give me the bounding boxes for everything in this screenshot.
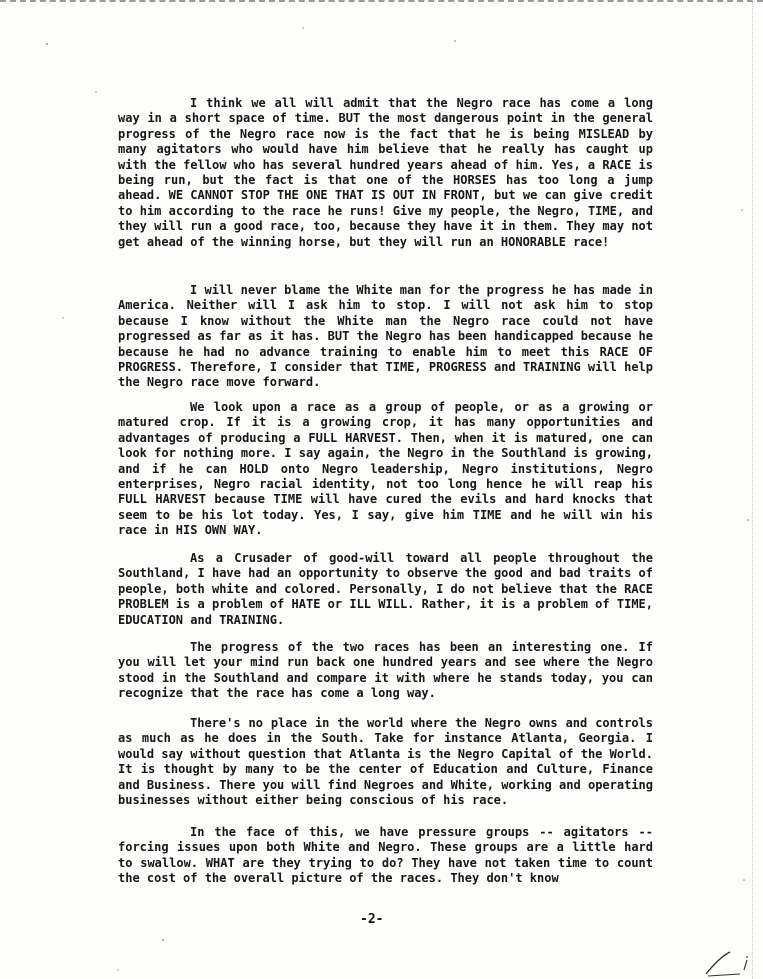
handwritten-mark — [700, 940, 760, 979]
page-number: -2- — [360, 912, 384, 927]
paragraph-1: I think we all will admit that the Negro race has come a long way in a short space of time. BUT the most dangerous point in the general progress of the Negro race now is the fact that he is being MISLEAD by many agitators who would have him believe that he really has caught up with the fellow who has several hundred years ahead of him. Yes, a RACE is being run, but the fact is that one of the HORSES has too long a jump ahead. WE CANNOT STOP THE ONE THAT IS OUT IN FRONT, but we can give credit to him according to the race he runs! Give my people, the Negro, TIME, and they will run a good race, too, because they have it in them. They may not get ahead of the winning horse, but they will run an HONORABLE race! — [118, 96, 653, 249]
paragraph-5: The progress of the two races has been an interesting one. If you will let your mind run back one hundred years and see where the Negro stood in the Southland and compare it with where he stands today, you can recognize that the race has come a long way. — [118, 640, 653, 701]
paragraph-2: I will never blame the White man for the progress he has made in America. Neither will I ask him to stop. I will not ask him to stop because I know without the White man the Negro race could not have progressed as far as it has. BUT the Negro has been handicapped because he because he had no advance training to enable him to meet this RACE OF PROGRESS. Therefore, I consider that TIME, PROGRESS and TRAINING will help the Negro race move forward. — [118, 283, 653, 390]
paragraph-4: As a Crusader of good-will toward all people throughout the Southland, I have had an opportunity to observe the good and bad traits of people, both white and colored. Personally, I do not believe that the RACE PROBLEM is a problem of HATE or ILL WILL. Rather, it is a problem of TIME, EDUCATION and TRAINING. — [118, 551, 653, 627]
paragraph-7: In the face of this, we have pressure groups -- agitators -- forcing issues upon both White and Negro. These groups are a little hard to swallow. WHAT are they trying to do? They have not taken time to count the cost of the overall picture of the races. They don't know — [118, 825, 653, 886]
paragraph-3: We look upon a race as a group of people, or as a growing or matured crop. If it is a growing crop, it has many opportunities and advantages of producing a FULL HARVEST. Then, when it is matured, one can look for nothing more. I say again, the Negro in the Southland is growing, and if he can HOLD onto Negro leadership, Negro institutions, Negro enterprises, Negro racial identity, not too long hence he will reap his FULL HARVEST because TIME will have cured the evils and hard knocks that seem to be his lot today. Yes, I say, give him TIME and he will win his race in HIS OWN WAY. — [118, 400, 653, 538]
paragraph-6: There's no place in the world where the Negro owns and controls as much as he does in the South. Take for instance Atlanta, Georgia. I would say without question that Atlanta is the Negro Capital of the World. It is thought by many to be the center of Education and Culture, Finance and Business. There you will find Negroes and White, working and operating businesses without either being conscious of his race. — [118, 716, 653, 808]
